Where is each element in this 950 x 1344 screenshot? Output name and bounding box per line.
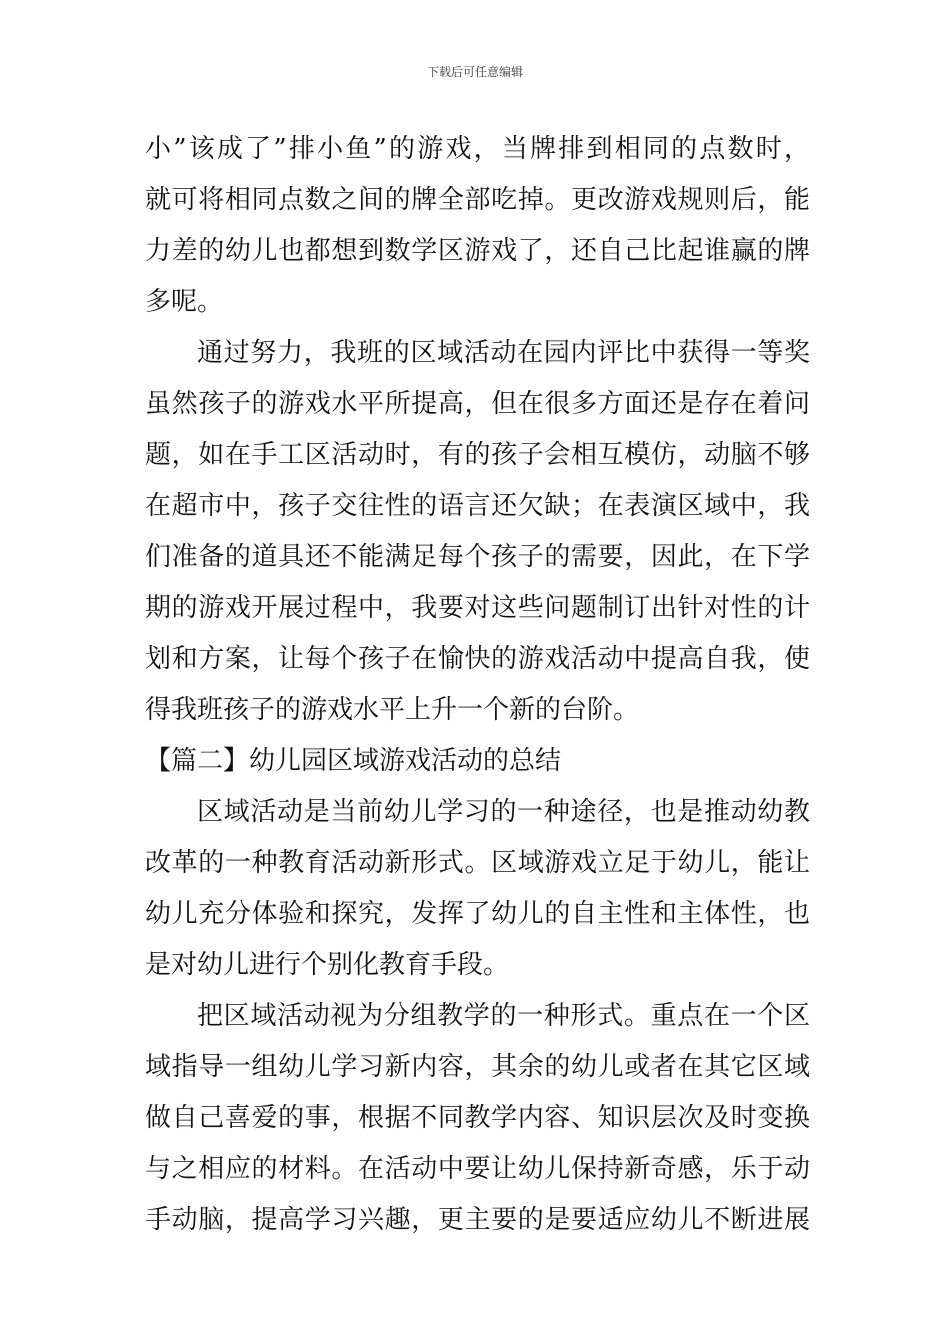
text-line: 是对幼儿进行个别化教育手段。 bbox=[145, 950, 510, 980]
text-line: 幼儿充分体验和探究，发挥了幼儿的自主性和主体性，也 bbox=[145, 899, 810, 929]
document-body bbox=[145, 124, 810, 1246]
text-line: 虽然孩子的游戏水平所提高，但在很多方面还是存在着问 bbox=[145, 389, 810, 419]
text-line: 把区域活动视为分组教学的一种形式。重点在一个区 bbox=[197, 1001, 810, 1031]
text-line: 域指导一组幼儿学习新内容，其余的幼儿或者在其它区域 bbox=[145, 1052, 810, 1082]
text-line: 小”该成了”排小鱼”的游戏，当牌排到相同的点数时， bbox=[145, 134, 810, 164]
text-line: 们准备的道具还不能满足每个孩子的需要，因此，在下学 bbox=[145, 542, 810, 572]
text-line: 与之相应的材料。在活动中要让幼儿保持新奇感，乐于动 bbox=[145, 1154, 810, 1184]
section-heading: 【篇二】幼儿园区域游戏活动的总结 bbox=[145, 746, 562, 776]
text-line: 力差的幼儿也都想到数学区游戏了，还自己比起谁赢的牌 bbox=[145, 236, 810, 266]
text-line: 多呢。 bbox=[145, 287, 224, 317]
text-line: 得我班孩子的游戏水平上升一个新的台阶。 bbox=[145, 695, 640, 725]
text-line: 改革的一种教育活动新形式。区域游戏立足于幼儿，能让 bbox=[145, 848, 810, 878]
text-line: 通过努力，我班的区域活动在园内评比中获得一等奖 bbox=[197, 338, 810, 368]
text-line: 区域活动是当前幼儿学习的一种途径，也是推动幼教 bbox=[197, 797, 810, 827]
text-line: 就可将相同点数之间的牌全部吃掉。更改游戏规则后，能 bbox=[145, 185, 810, 215]
page-header: 下载后可任意编辑 bbox=[426, 65, 523, 79]
text-line: 手动脑，提高学习兴趣，更主要的是要适应幼儿不断进展 bbox=[145, 1205, 810, 1235]
text-line: 在超市中，孩子交往性的语言还欠缺；在表演区域中，我 bbox=[145, 491, 810, 521]
text-line: 做自己喜爱的事，根据不同教学内容、知识层次及时变换 bbox=[145, 1103, 810, 1133]
text-line: 期的游戏开展过程中，我要对这些问题制订出针对性的计 bbox=[145, 593, 810, 623]
text-line: 题，如在手工区活动时，有的孩子会相互模仿，动脑不够 bbox=[145, 440, 810, 470]
text-line: 划和方案，让每个孩子在愉快的游戏活动中提高自我，使 bbox=[145, 644, 810, 674]
